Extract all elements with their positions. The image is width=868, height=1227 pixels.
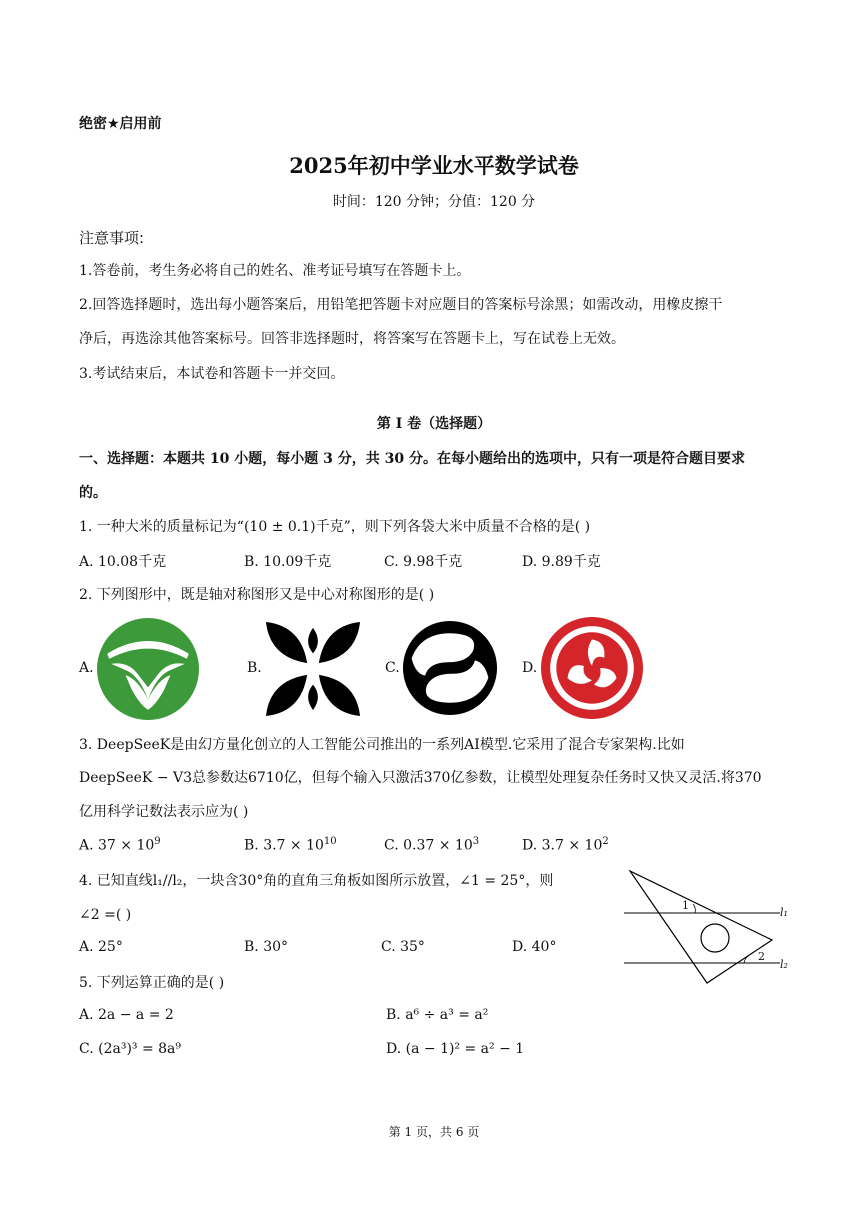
option-d: D. bbox=[522, 660, 538, 676]
leaf-pattern-icon bbox=[264, 620, 362, 718]
option-d: D. 40° bbox=[512, 939, 557, 955]
option-exp: 9 bbox=[154, 836, 161, 847]
page-title: 2025年初中学业水平数学试卷 bbox=[289, 153, 579, 178]
option-a: A. 25° bbox=[79, 939, 123, 955]
notice-item: 2.回答选择题时，选出每小题答案后，用铅笔把答题卡对应题目的答案标号涂黑；如需改动，用橡皮擦干 bbox=[79, 297, 723, 313]
option-d: D. (a − 1)² = a² − 1 bbox=[386, 1041, 525, 1057]
line-l2-label: l₂ bbox=[780, 958, 788, 971]
angle-1-label: 1 bbox=[682, 899, 689, 912]
notice-heading: 注意事项: bbox=[79, 229, 145, 247]
angle-2-label: 2 bbox=[758, 950, 765, 963]
option-d: D. 9.89千克 bbox=[522, 554, 601, 570]
option-exp: 10 bbox=[323, 836, 337, 847]
q1-math: (10 ± 0.1) bbox=[243, 519, 316, 535]
page-number: 第 1 页，共 6 页 bbox=[388, 1125, 480, 1139]
option-b: B. 30° bbox=[244, 939, 289, 955]
option-label: B. bbox=[244, 837, 264, 854]
option-base: 0.37 × 10 bbox=[403, 837, 473, 854]
option-d bbox=[522, 836, 609, 854]
option-a: A. 10.08千克 bbox=[79, 554, 167, 570]
swirl-logo-icon bbox=[402, 620, 498, 716]
red-logo-icon bbox=[541, 617, 643, 719]
option-c bbox=[384, 836, 479, 854]
green-logo-icon bbox=[97, 618, 199, 720]
option-label: D. bbox=[522, 837, 542, 854]
option-a: A. bbox=[79, 660, 94, 676]
option-a: A. 2a − a = 2 bbox=[79, 1007, 174, 1023]
option-c: C. (2a³)³ = 8a⁹ bbox=[79, 1041, 182, 1057]
notice-item: 1.答卷前，考生务必将自己的姓名、准考证号填写在答题卡上。 bbox=[79, 263, 471, 279]
option-base: 3.7 × 10 bbox=[263, 837, 324, 854]
triangle-figure bbox=[620, 866, 800, 986]
option-c: C. 35° bbox=[381, 939, 425, 955]
option-c: C. 9.98千克 bbox=[384, 554, 463, 570]
option-b bbox=[244, 836, 337, 854]
q1-stem-part: 1. 一种大米的质量标记为“ bbox=[79, 519, 244, 535]
notice-item: 净后，再选涂其他答案标号。回答非选择题时，将答案写在答题卡上，写在试卷上无效。 bbox=[79, 331, 625, 347]
question-1-stem bbox=[79, 517, 590, 537]
option-exp: 2 bbox=[602, 836, 609, 847]
question-4-line: ∠2 =( ) bbox=[79, 907, 132, 923]
question-4-line: 4. 已知直线l₁//l₂，一块含30°角的直角三角板如图所示放置，∠1 = 25°，则 bbox=[79, 873, 554, 889]
option-b: B. 10.09千克 bbox=[244, 554, 332, 570]
question-2-stem: 2. 下列图形中，既是轴对称图形又是中心对称图形的是( ) bbox=[79, 587, 435, 603]
section-intro: 一、选择题：本题共 10 小题，每小题 3 分，共 30 分。在每小题给出的选项中，只有一项是符合题目要求 bbox=[79, 451, 745, 467]
option-b: B. a⁶ ÷ a³ = a² bbox=[386, 1007, 489, 1023]
question-5-stem: 5. 下列运算正确的是( ) bbox=[79, 975, 225, 991]
section-heading: 第 I 卷（选择题） bbox=[376, 416, 492, 432]
option-a bbox=[79, 836, 161, 854]
time-info: 时间：120 分钟；分值：120 分 bbox=[332, 194, 536, 210]
notice-item: 3.考试结束后，本试卷和答题卡一并交回。 bbox=[79, 366, 345, 382]
secret-label: 绝密★启用前 bbox=[79, 116, 162, 132]
option-exp: 3 bbox=[472, 836, 480, 847]
option-c: C. bbox=[385, 660, 400, 676]
question-3-line: DeepSeeK − V3总参数达6710亿，但每个输入只激活370亿参数，让模型处理复杂任务时又快又灵活.将370 bbox=[79, 770, 762, 786]
line-l1-label: l₁ bbox=[780, 906, 788, 919]
section-intro: 的。 bbox=[79, 485, 107, 501]
option-base: 37 × 10 bbox=[98, 837, 155, 854]
option-b: B. bbox=[247, 660, 262, 676]
q1-stem-part: 千克”，则下列各袋大米中质量不合格的是( ) bbox=[315, 519, 591, 535]
option-base: 3.7 × 10 bbox=[541, 837, 603, 854]
question-3-line: 亿用科学记数法表示应为( ) bbox=[79, 804, 249, 820]
question-3-line: 3. DeepSeeK是由幻方量化创立的人工智能公司推出的一系列AI模型.它采用了混合专家架构.比如 bbox=[79, 737, 685, 753]
option-label: A. bbox=[79, 837, 99, 854]
option-label: C. bbox=[384, 837, 404, 854]
